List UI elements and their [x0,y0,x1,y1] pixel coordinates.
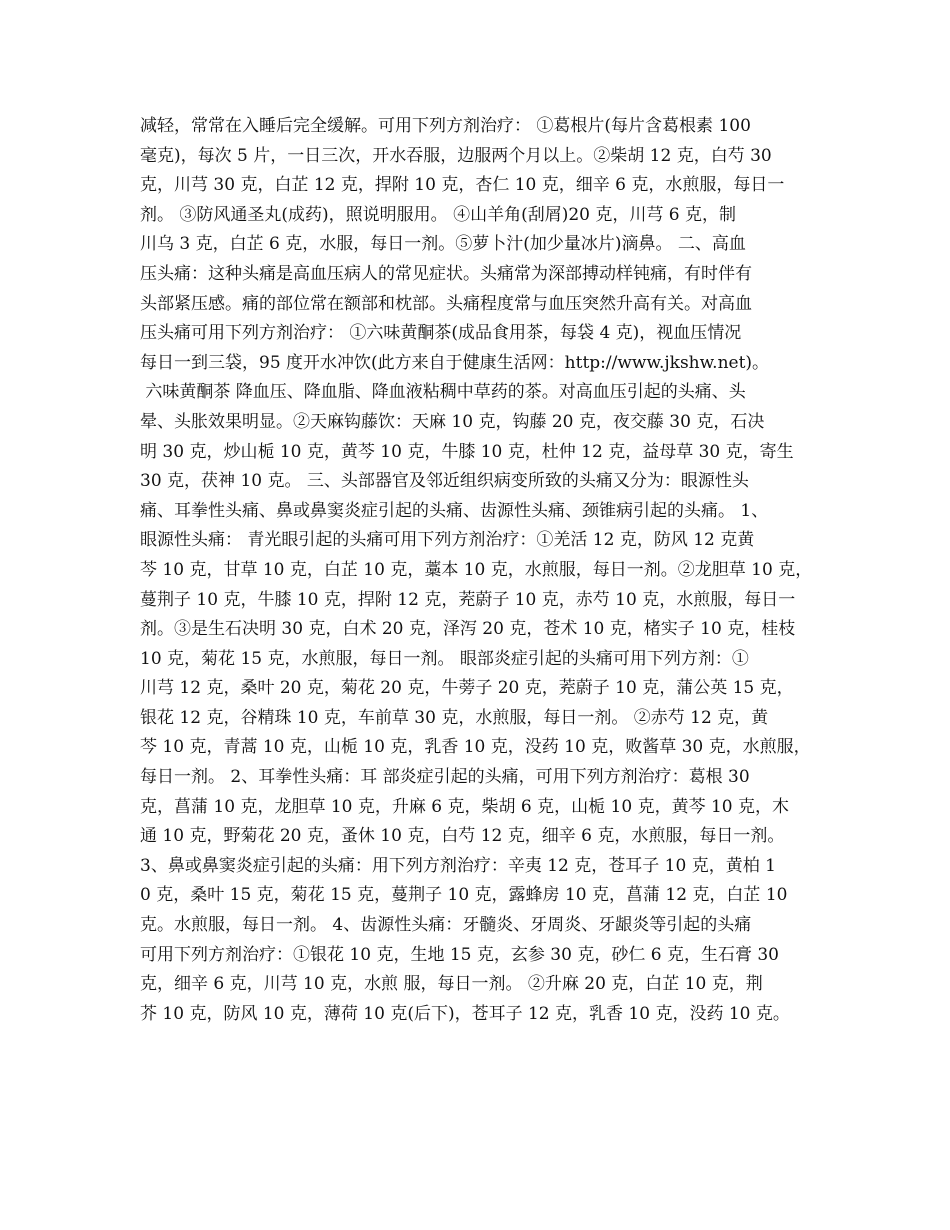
text-line: 可用下列方剂治疗：①银花 10 克，生地 15 克，玄参 30 克，砂仁 6 克，生石膏 30 [140,944,779,965]
text-line: 蔓荆子 10 克，牛膝 10 克，捍附 12 克，茺蔚子 10 克，赤芍 10 克，水煎服，每日一 [140,589,796,610]
text-line: 川乌 3 克，白芷 6 克，水服，每日一剂。⑤萝卜汁(加少量冰片)滴鼻。 二、高血 [140,234,746,255]
text-line: 六味黄酮茶 降血压、降血脂、降血液粘稠中草药的茶。对高血压引起的头痛、头 [140,382,746,403]
text-line: 明 30 克，炒山栀 10 克，黄芩 10 克，牛膝 10 克，杜仲 12 克，益母草 30 克，寄生 [140,441,794,462]
text-line: 克，菖蒲 10 克，龙胆草 10 克，升麻 6 克，柴胡 6 克，山栀 10 克，黄芩 10 克，木 [140,796,790,817]
document-body [140,112,840,1029]
text-line: 克。水煎服，每日一剂。 4、齿源性头痛：牙髓炎、牙周炎、牙龈炎等引起的头痛 [140,915,752,936]
text-line: 毫克)，每次 5 片，一日三次，开水吞服，边服两个月以上。②柴胡 12 克，白芍 30 [140,145,772,166]
text-line: 克，细辛 6 克，川芎 10 克，水煎 服，每日一剂。 ②升麻 20 克，白芷 10 克，荆 [140,974,763,995]
text-line: 30 克，茯神 10 克。 三、头部器官及邻近组织病变所致的头痛又分为：眼源性头 [140,471,749,492]
text-line: 克，川芎 30 克，白芷 12 克，捍附 10 克，杏仁 10 克，细辛 6 克，水煎服，每日一 [140,175,785,196]
text-line: 芩 10 克，甘草 10 克，白芷 10 克，藁本 10 克，水煎服，每日一剂。②龙胆草 10 克， [140,559,813,580]
text-line: 剂。 ③防风通圣丸(成药)，照说明服用。 ④山羊角(刮屑)20 克，川芎 6 克，制 [140,204,736,225]
text-line: 晕、头胀效果明显。②天麻钩藤饮：天麻 10 克，钩藤 20 克，夜交藤 30 克，石决 [140,411,765,432]
text-line: 10 克，菊花 15 克，水煎服，每日一剂。 眼部炎症引起的头痛可用下列方剂：① [140,648,749,669]
text-line: 3、鼻或鼻窦炎症引起的头痛：用下列方剂治疗：辛夷 12 克，苍耳子 10 克，黄柏 1 [140,855,776,876]
text-line: 每日一剂。 2、耳拳性头痛：耳 部炎症引起的头痛，可用下列方剂治疗：葛根 30 [140,767,750,788]
text-line: 眼源性头痛： 青光眼引起的头痛可用下列方剂治疗：①羌活 12 克，防风 12 克黄 [140,530,755,551]
text-line: 剂。③是生石决明 30 克，白术 20 克，泽泻 20 克，苍术 10 克，楮实子 10 克，桂枝 [140,619,796,640]
text-line: 每日一到三袋，95 度开水冲饮(此方来自于健康生活网：http://www.jkshw.net)。 [140,352,770,373]
text-line: 压头痛可用下列方剂治疗： ①六味黄酮茶(成品食用茶，每袋 4 克)，视血压情况 [140,323,742,344]
text-line: 川芎 12 克，桑叶 20 克，菊花 20 克，牛蒡子 20 克，茺蔚子 10 克，蒲公英 15 克， [140,678,794,699]
text-line: 银花 12 克，谷精珠 10 克，车前草 30 克，水煎服，每日一剂。 ②赤芍 12 克，黄 [140,707,769,728]
text-line: 芩 10 克，青蒿 10 克，山栀 10 克，乳香 10 克，没药 10 克，败酱草 30 克，水煎服， [140,737,811,758]
text-line: 痛、耳拳性头痛、鼻或鼻窦炎症引起的头痛、齿源性头痛、颈锥病引起的头痛。 1、 [140,500,769,521]
text-line: 芥 10 克，防风 10 克，薄荷 10 克(后下)，苍耳子 12 克，乳香 10 克，没药 10 克。 [140,1003,790,1024]
text-line: 减轻，常常在入睡后完全缓解。可用下列方剂治疗： ①葛根片(每片含葛根素 100 [140,116,751,136]
text-line: 头部紧压感。痛的部位常在额部和枕部。头痛程度常与血压突然升高有关。对高血 [140,293,752,314]
text-line: 0 克，桑叶 15 克，菊花 15 克，蔓荆子 10 克，露蜂房 10 克，菖蒲 12 克，白芷 10 [140,885,788,906]
text-line: 通 10 克，野菊花 20 克，蚤休 10 克，白芍 12 克，细辛 6 克，水煎服，每日一剂。 [140,826,785,847]
text-line: 压头痛：这种头痛是高血压病人的常见症状。头痛常为深部搏动样钝痛，有时伴有 [140,263,752,284]
